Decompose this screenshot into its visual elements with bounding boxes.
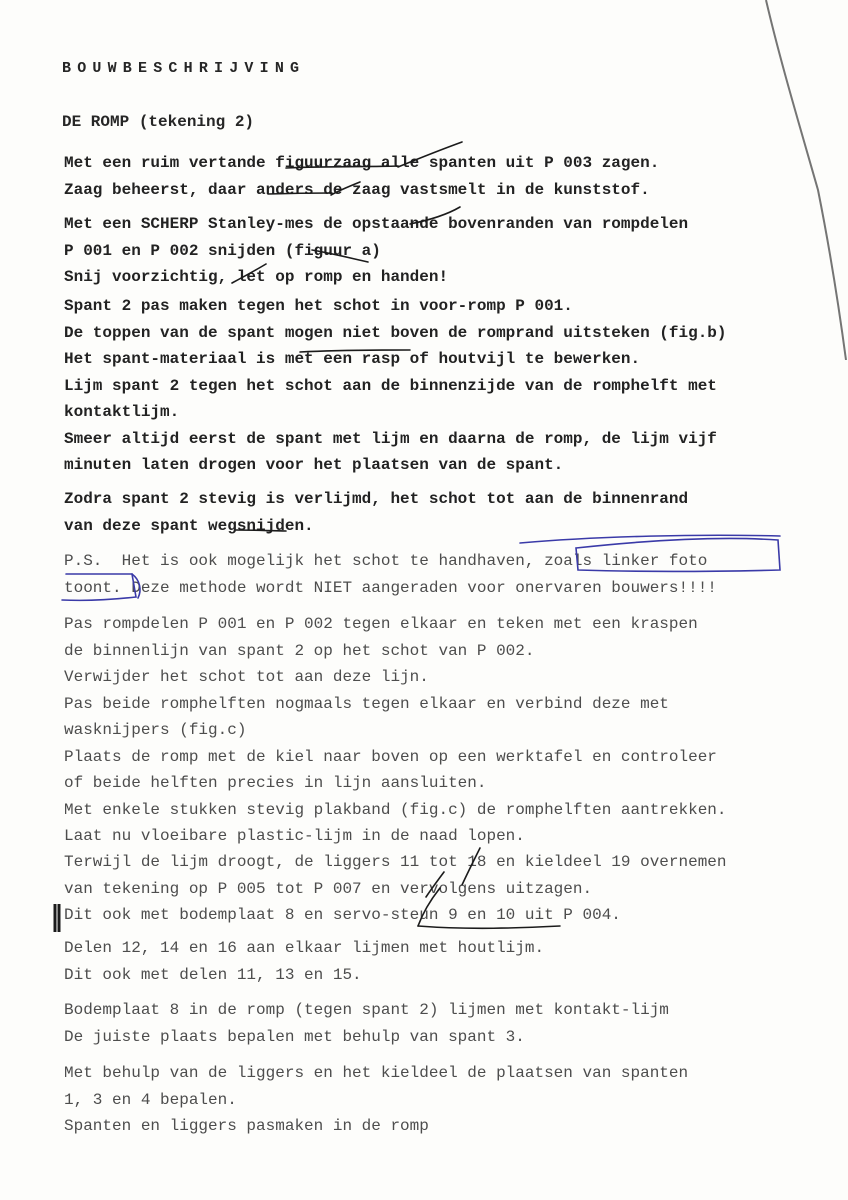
text-line: Met een SCHERP Stanley-mes de opstaande bovenranden van rompdelen xyxy=(64,215,689,233)
text-line: Zaag beheerst, daar anders de zaag vastsmelt in de kunststof. xyxy=(64,180,650,199)
text-line: Smeer altijd eerst de spant met lijm en daarna de romp, de lijm vijf xyxy=(64,429,717,448)
text-line: van tekening op P 005 tot P 007 en vervolgens uitzagen. xyxy=(64,879,593,898)
margin-mark xyxy=(55,904,59,932)
document-title: BOUWBESCHRIJVING xyxy=(62,60,306,77)
text-line: P.S. Het is ook mogelijk het schot te handhaven, zoals linker foto xyxy=(64,552,708,570)
paragraph xyxy=(64,849,727,929)
paragraph xyxy=(64,211,688,291)
text-line: Met behulp van de liggers en het kieldeel de plaatsen van spanten xyxy=(64,1064,689,1082)
text-line: wasknijpers (fig.c) xyxy=(64,721,247,739)
section-heading: DE ROMP (tekening 2) xyxy=(62,113,255,131)
paragraph xyxy=(64,150,659,203)
paragraph xyxy=(64,611,727,850)
text-line: Terwijl de lijm droogt, de liggers 11 tot 18 en kieldeel 19 overnemen xyxy=(64,853,727,871)
text-line: Met enkele stukken stevig plakband (fig.c) de romphelften aantrekken. xyxy=(64,800,727,819)
text-line: Pas rompdelen P 001 en P 002 tegen elkaar en teken met een kraspen xyxy=(64,615,698,633)
text-line: Spanten en liggers pasmaken in de romp xyxy=(64,1117,429,1135)
text-line: Pas beide romphelften nogmaals tegen elkaar en verbind deze met xyxy=(64,694,669,713)
text-line: Plaats de romp met de kiel naar boven op een werktafel en controleer xyxy=(64,747,717,766)
text-line: P 001 en P 002 snijden (figuur a) xyxy=(64,241,381,260)
text-line: de binnenlijn van spant 2 op het schot van P 002. xyxy=(64,641,535,660)
text-line: Zodra spant 2 stevig is verlijmd, het schot tot aan de binnenrand xyxy=(64,490,689,508)
paragraph xyxy=(64,486,688,539)
text-line: toont. Deze methode wordt NIET aangeraden voor onervaren bouwers!!!! xyxy=(64,578,717,597)
paragraph xyxy=(64,1060,688,1140)
text-line: van deze spant wegsnijden. xyxy=(64,516,314,535)
text-line: Snij voorzichtig, let op romp en handen! xyxy=(64,268,449,286)
text-line: De juiste plaats bepalen met behulp van spant 3. xyxy=(64,1027,525,1046)
text-line: of beide helften precies in lijn aansluiten. xyxy=(64,774,487,792)
text-line: kontaktlijm. xyxy=(64,403,180,421)
paragraph xyxy=(64,548,717,601)
text-line: De toppen van de spant mogen niet boven de romprand uitsteken (fig.b) xyxy=(64,323,727,342)
text-line: Bodemplaat 8 in de romp (tegen spant 2) lijmen met kontakt-lijm xyxy=(64,1001,669,1019)
text-line: Spant 2 pas maken tegen het schot in voor-romp P 001. xyxy=(64,297,573,315)
text-line: Lijm spant 2 tegen het schot aan de binnenzijde van de romphelft met xyxy=(64,376,717,395)
paragraph xyxy=(64,935,544,988)
text-line: Het spant-materiaal is met een rasp of houtvijl te bewerken. xyxy=(64,350,641,368)
text-line: Met een ruim vertande figuurzaag alle spanten uit P 003 zagen. xyxy=(64,154,660,172)
text-line: Delen 12, 14 en 16 aan elkaar lijmen met houtlijm. xyxy=(64,939,545,957)
text-line: Dit ook met delen 11, 13 en 15. xyxy=(64,965,362,984)
page-edge-scan-mark xyxy=(728,0,848,360)
paragraph xyxy=(64,997,669,1050)
text-line: minuten laten drogen voor het plaatsen van de spant. xyxy=(64,456,564,474)
text-line: 1, 3 en 4 bepalen. xyxy=(64,1090,237,1109)
text-line: Dit ook met bodemplaat 8 en servo-steun 9 en 10 uit P 004. xyxy=(64,906,621,924)
paragraph xyxy=(64,293,727,479)
text-line: Verwijder het schot tot aan deze lijn. xyxy=(64,668,429,686)
text-line: Laat nu vloeibare plastic-lijm in de naad lopen. xyxy=(64,827,525,845)
